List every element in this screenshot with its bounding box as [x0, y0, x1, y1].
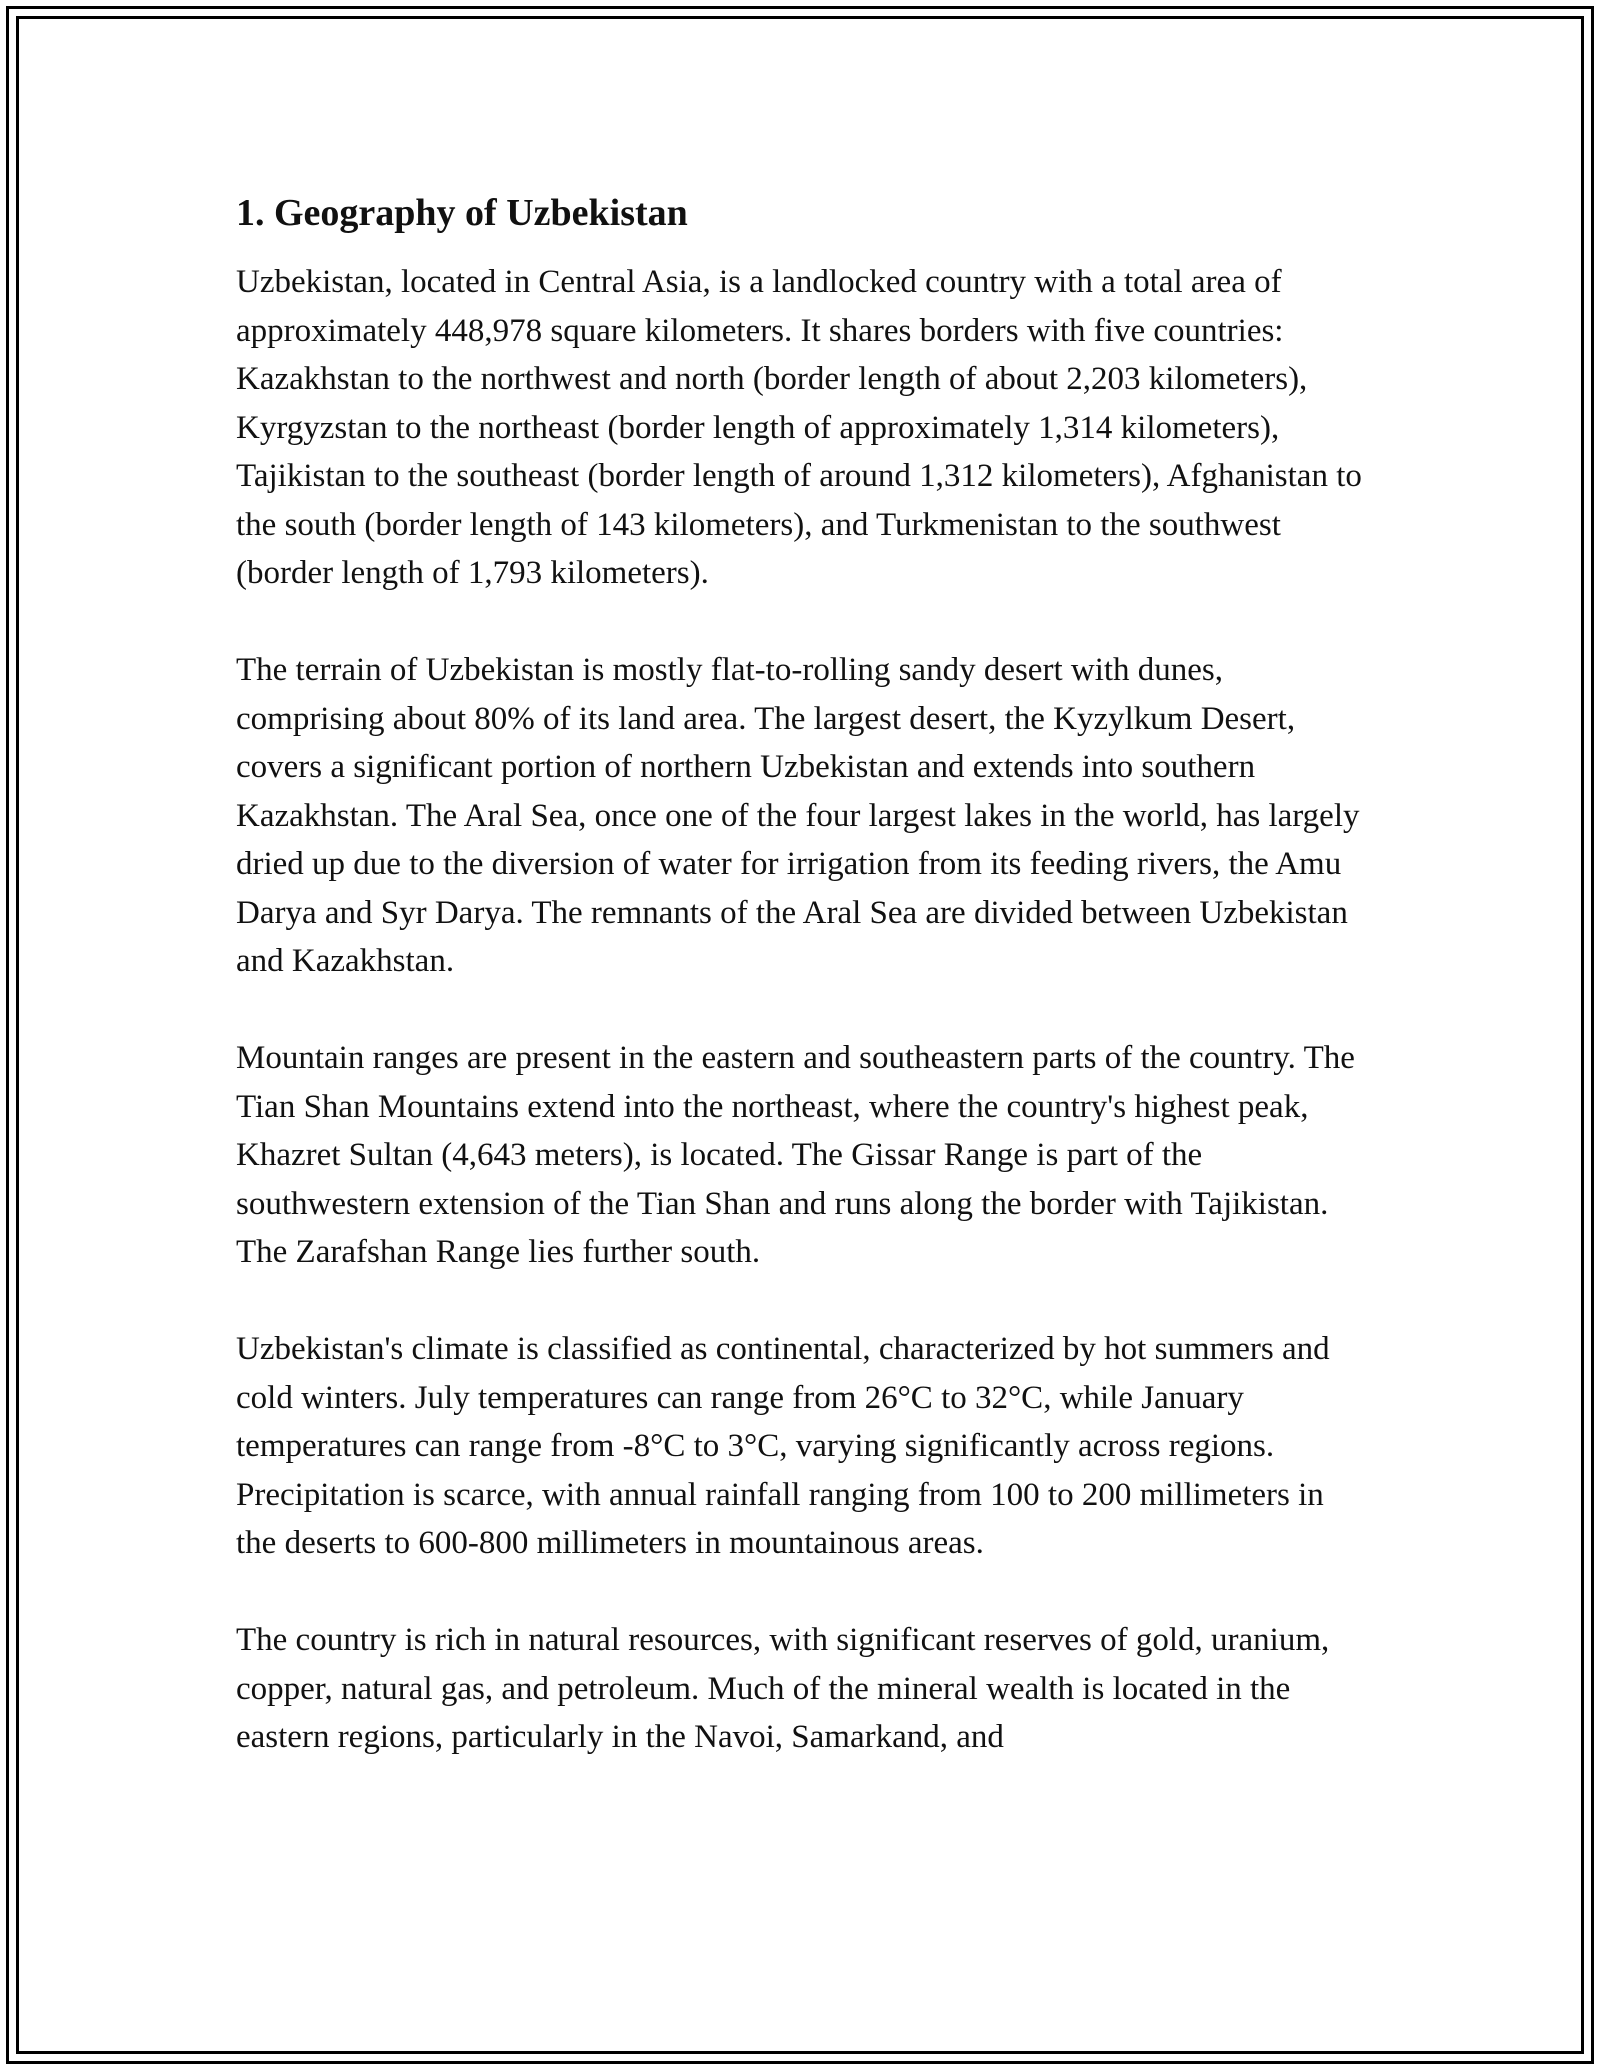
paragraph-terrain: The terrain of Uzbekistan is mostly flat-to-rolling sandy desert with dunes, comprising about 80% of its land area. The largest desert, the Kyzylkum Desert, covers a significant portion of northern Uzbekistan and extends into southern Kazakhstan. The Aral Sea, once one of the four largest lakes in the world, has largely dried up due to the diversion of water for irrigation from its feeding rivers, the Amu Darya and Syr Darya. The remnants of the Aral Sea are divided between Uzbekistan and Kazakhstan.: [236, 652, 1360, 979]
paragraph-mountains: Mountain ranges are present in the eastern and southeastern parts of the country. The Tian Shan Mountains extend into the northeast, where the country's highest peak, Khazret Sultan (4,643 meters), is located. The Gissar Range is part of the southwestern extension of the Tian Shan and runs along the border with Tajikistan. The Zarafshan Range lies further south.: [236, 1040, 1355, 1270]
paragraph-resources: The country is rich in natural resources, with significant reserves of gold, uranium, copper, natural gas, and petroleum. Much of the mineral wealth is located in the eastern regions, particularly in the Navoi, Samarkand, and: [236, 1622, 1330, 1755]
document-body: [236, 188, 1366, 1810]
section-title: 1. Geography of Uzbekistan: [236, 192, 688, 234]
paragraph-borders: Uzbekistan, located in Central Asia, is a landlocked country with a total area of approximately 448,978 square kilometers. It shares borders with five countries: Kazakhstan to the northwest and north (border length of about 2,203 kilometers), Kyrgyzstan to the northeast (border length of approximately 1,314 kilometers), Tajikistan to the southeast (border length of around 1,312 kilometers), Afghanistan to the south (border length of 143 kilometers), and Turkmenistan to the southwest (border length of 1,793 kilometers).: [236, 264, 1362, 591]
paragraph-climate: Uzbekistan's climate is classified as continental, characterized by hot summers and cold winters. July temperatures can range from 26°C to 32°C, while January temperatures can range from -8°C to 3°C, varying significantly across regions. Precipitation is scarce, with annual rainfall ranging from 100 to 200 millimeters in the deserts to 600-800 millimeters in mountainous areas.: [236, 1331, 1330, 1561]
